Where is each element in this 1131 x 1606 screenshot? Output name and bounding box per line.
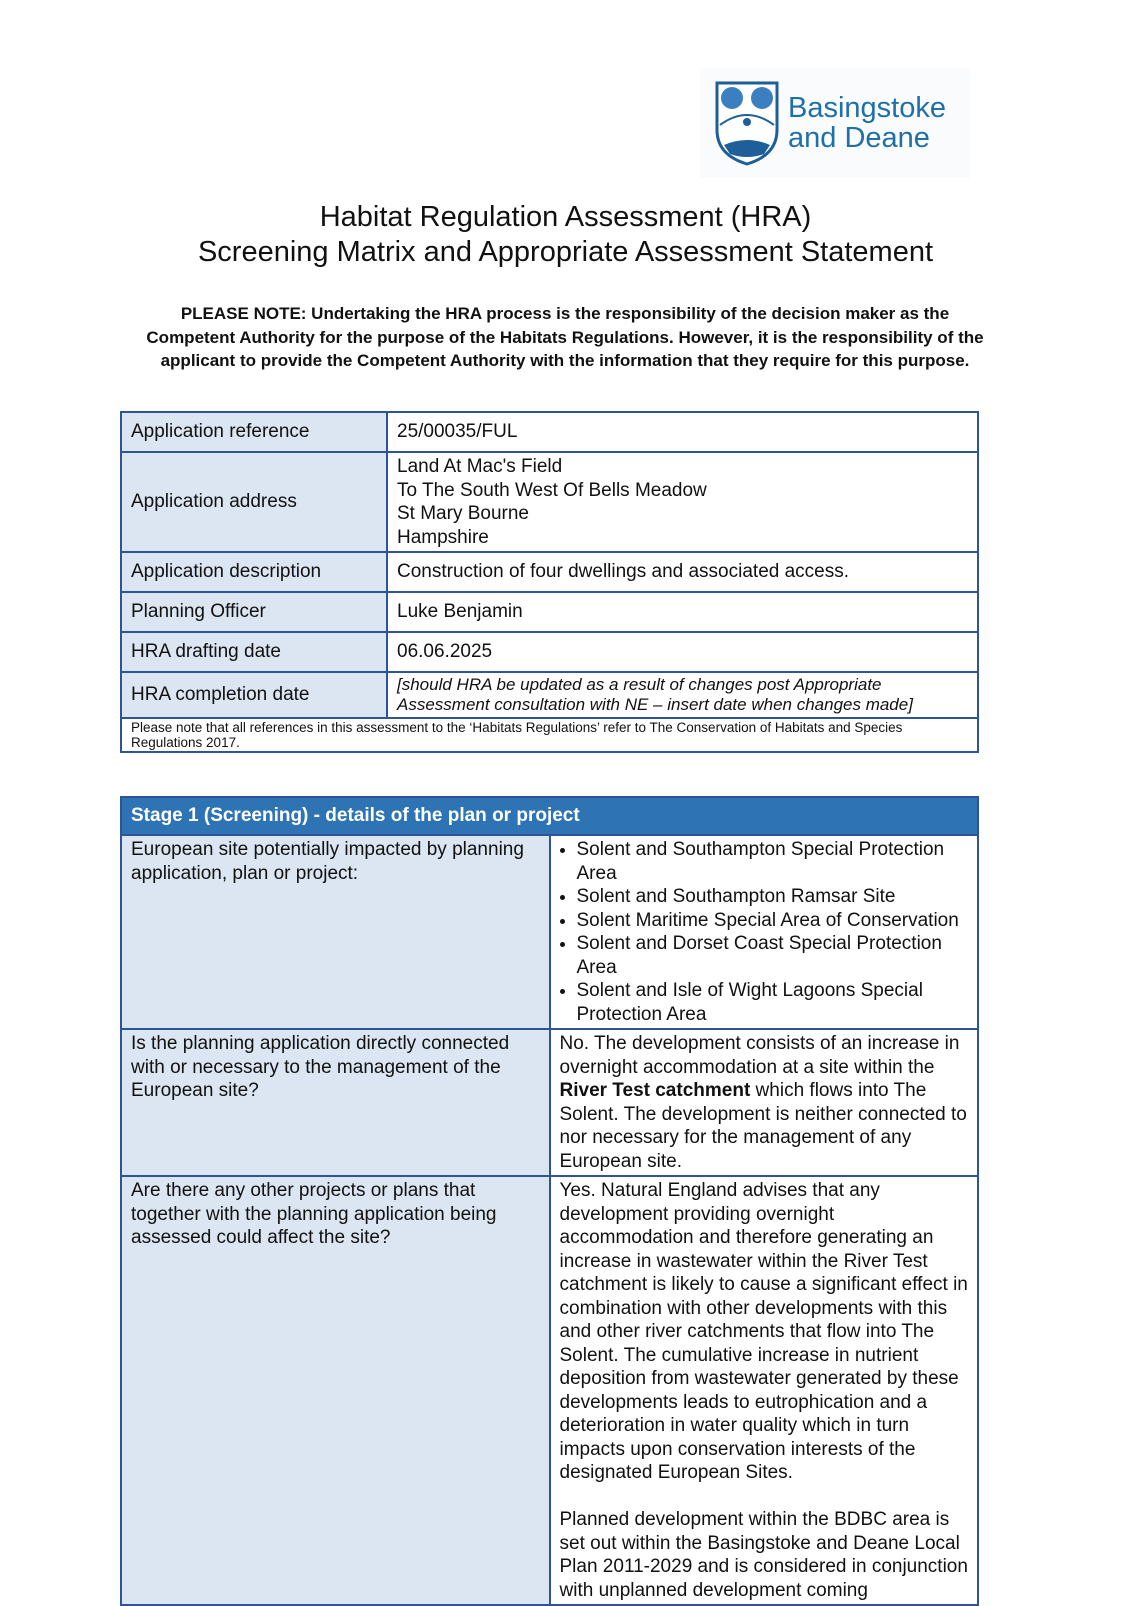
table-row [121, 592, 978, 632]
answer-bold: River Test catchment [559, 1080, 751, 1101]
row-label: HRA drafting date [121, 632, 387, 672]
page-title [0, 200, 1131, 270]
answer-paragraph: Planned development within the BDBC area is set out within the Basingstoke and Deane Local Plan 2011-2029 and is considered in conjunction with unplanned development coming [559, 1509, 968, 1601]
european-site-item: • Solent and Isle of Wight Lagoons Special Protection Area [577, 979, 969, 1026]
logo-text-line1: Basingstoke [788, 92, 946, 124]
row-value: 06.06.2025 [387, 632, 978, 672]
logo-text-line2: and Deane [788, 122, 930, 154]
table-row [121, 552, 978, 592]
row-value: Luke Benjamin [387, 592, 978, 632]
crest-icon [714, 80, 780, 166]
title-line1: Habitat Regulation Assessment (HRA) [319, 201, 812, 233]
row-label: Planning Officer [121, 592, 387, 632]
answer-paragraph: Yes. Natural England advises that any development providing overnight accommodation and therefore generating an increase in wastewater within the River Test catchment is likely to cause a significant effect in combination with other developments with this and other river catchments that flow into The Solent. The cumulative increase in nutrient deposition from wastewater generated by these developments leads to eutrophication and a deterioration in water quality which in turn impacts upon conservation interests of the designated European Sites. [559, 1180, 968, 1483]
table-row [121, 835, 978, 1029]
table-row [121, 1176, 978, 1605]
address-line: To The South West Of Bells Meadow [397, 479, 707, 501]
row-value: 25/00035/FUL [387, 412, 978, 452]
row-value [387, 452, 978, 552]
address-line: St Mary Bourne [397, 503, 529, 524]
address-line: Land At Mac's Field [397, 456, 563, 477]
table-row [121, 1029, 978, 1176]
european-sites-list [550, 835, 979, 1029]
row-label: HRA completion date [121, 672, 387, 718]
answer-text: which flows into The Solent. The development is neither connected to nor necessary for the management of any European site. [559, 1080, 967, 1172]
row-label: European site potentially impacted by planning application, plan or project: [121, 835, 550, 1029]
row-value [550, 1176, 979, 1605]
european-site-item: • Solent and Dorset Coast Special Protection Area [577, 932, 969, 979]
table-row [121, 718, 978, 752]
row-label: Application address [121, 452, 387, 552]
council-logo [700, 68, 970, 178]
stage1-table [120, 796, 979, 1606]
title-line2: Screening Matrix and Appropriate Assessment Statement [197, 236, 934, 268]
application-details-table [120, 411, 979, 753]
answer-text: No. The development consists of an increase in overnight accommodation at a site within the [559, 1033, 960, 1078]
row-value [550, 1029, 979, 1176]
table-row [121, 412, 978, 452]
row-value: [should HRA be updated as a result of changes post Appropriate Assessment consultation with NE – insert date when changes made] [387, 672, 978, 718]
european-site-item: • Solent and Southampton Ramsar Site [577, 885, 969, 909]
footnote: Please note that all references in this assessment to the ‘Habitats Regulations’ refer to The Conservation of Habitats and Species Regulations 2017. [121, 718, 978, 752]
row-label: Application description [121, 552, 387, 592]
row-label: Is the planning application directly connected with or necessary to the management of the European site? [121, 1029, 550, 1176]
row-label: Are there any other projects or plans that together with the planning application being assessed could affect the site? [121, 1176, 550, 1605]
table-row [121, 632, 978, 672]
stage1-header: Stage 1 (Screening) - details of the plan or project [121, 797, 978, 835]
european-site-item: • Solent and Southampton Special Protection Area [577, 838, 969, 885]
table-row [121, 452, 978, 552]
row-value: Construction of four dwellings and associated access. [387, 552, 978, 592]
address-line: Hampshire [397, 526, 489, 548]
please-note: PLEASE NOTE: Undertaking the HRA process is the responsibility of the decision maker as the Competent Authority for the purpose of the Habitats Regulations. However, it is the responsibility of the applicant to provide the Competent Authority with the information that they require for this purpose. [146, 304, 984, 370]
european-site-item: • Solent Maritime Special Area of Conservation [577, 909, 969, 933]
table-row [121, 672, 978, 718]
row-label: Application reference [121, 412, 387, 452]
